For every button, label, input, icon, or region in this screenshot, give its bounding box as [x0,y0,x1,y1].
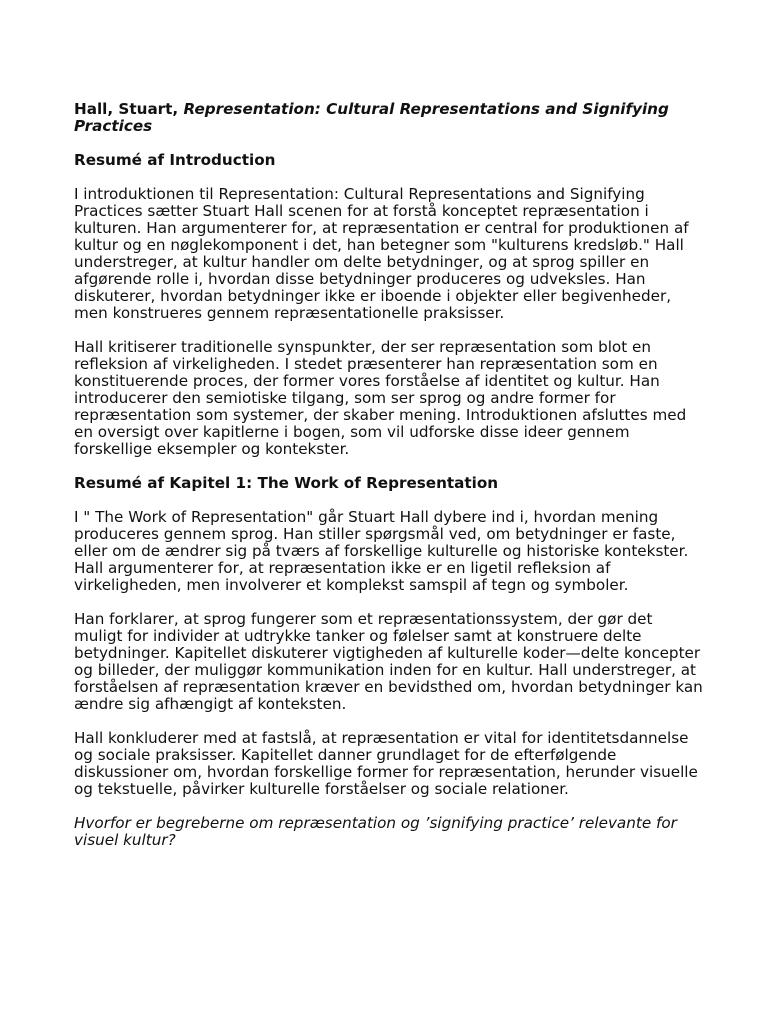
title-author: Hall, Stuart, [74,100,184,118]
discussion-question: Hvorfor er begreberne om repræsentation og ’signifying practice’ relevante for visuel kultur? [74,814,677,849]
section-heading-introduction: Resumé af Introduction [74,151,276,169]
paragraph: I introduktionen til Representation: Cultural Representations and Signifying Practices sætter Stuart Hall scenen for at forstå konceptet repræsentation i kulturen. Han argumenterer for, at repræsentation er central for produktionen af kultur og en nøglekomponent i det, han betegner som "kulturens kredsløb." Hall understreger, at kultur handler om delte betydninger, og at sprog spiller en afgørende rolle i, hvordan disse betydninger produceres og udveksles. Han diskuterer, hvordan betydninger ikke er iboende i objekter eller begivenheder, men konstrueres gennem repræsentationelle praksisser. [74,185,689,322]
paragraph: Hall kritiserer traditionelle synspunkter, der ser repræsentation som blot en refleksion af virkeligheden. I stedet præsenterer han repræsentation som en konstituerende proces, der former vores forståelse af identitet og kultur. Han introducerer den semiotiske tilgang, som ser sprog og andre former for repræsentation som systemer, der skaber mening. Introduktionen afsluttes med en oversigt over kapitlerne i bogen, som vil udforske disse ideer gennem forskellige eksempler og kontekster. [74,338,687,458]
section-heading-chapter-1: Resumé af Kapitel 1: The Work of Representation [74,474,499,492]
paragraph: Hall konkluderer med at fastslå, at repræsentation er vital for identitetsdannelse og sociale praksisser. Kapitellet danner grundlaget for de efterfølgende diskussioner om, hvordan forskellige former for repræsentation, herunder visuelle og tekstuelle, påvirker kulturelle forståelser og sociale relationer. [74,729,698,798]
paragraph: I " The Work of Representation" går Stuart Hall dybere ind i, hvordan mening produceres gennem sprog. Han stiller spørgsmål ved, om betydninger er faste, eller om de ændrer sig på tværs af forskellige kulturelle og historiske kontekster. Hall argumenterer for, at repræsentation ikke er en ligetil refleksion af virkeligheden, men involverer et komplekst samspil af tegn og symboler. [74,508,689,594]
paragraph: Han forklarer, at sprog fungerer som et repræsentationssystem, der gør det muligt for individer at udtrykke tanker og følelser samt at konstruere delte betydninger. Kapitellet diskuterer vigtigheden af kulturelle koder—delte koncepter og billeder, der muliggør kommunikation inden for en kultur. Hall understreger, at forståelsen af repræsentation kræver en bevidsthed om, hvordan betydninger kan ændre sig afhængigt af konteksten. [74,610,703,713]
title-work: Representation: Cultural Representations and Signifying Practices [74,100,669,135]
document-page [74,101,704,866]
document-title [74,101,704,135]
